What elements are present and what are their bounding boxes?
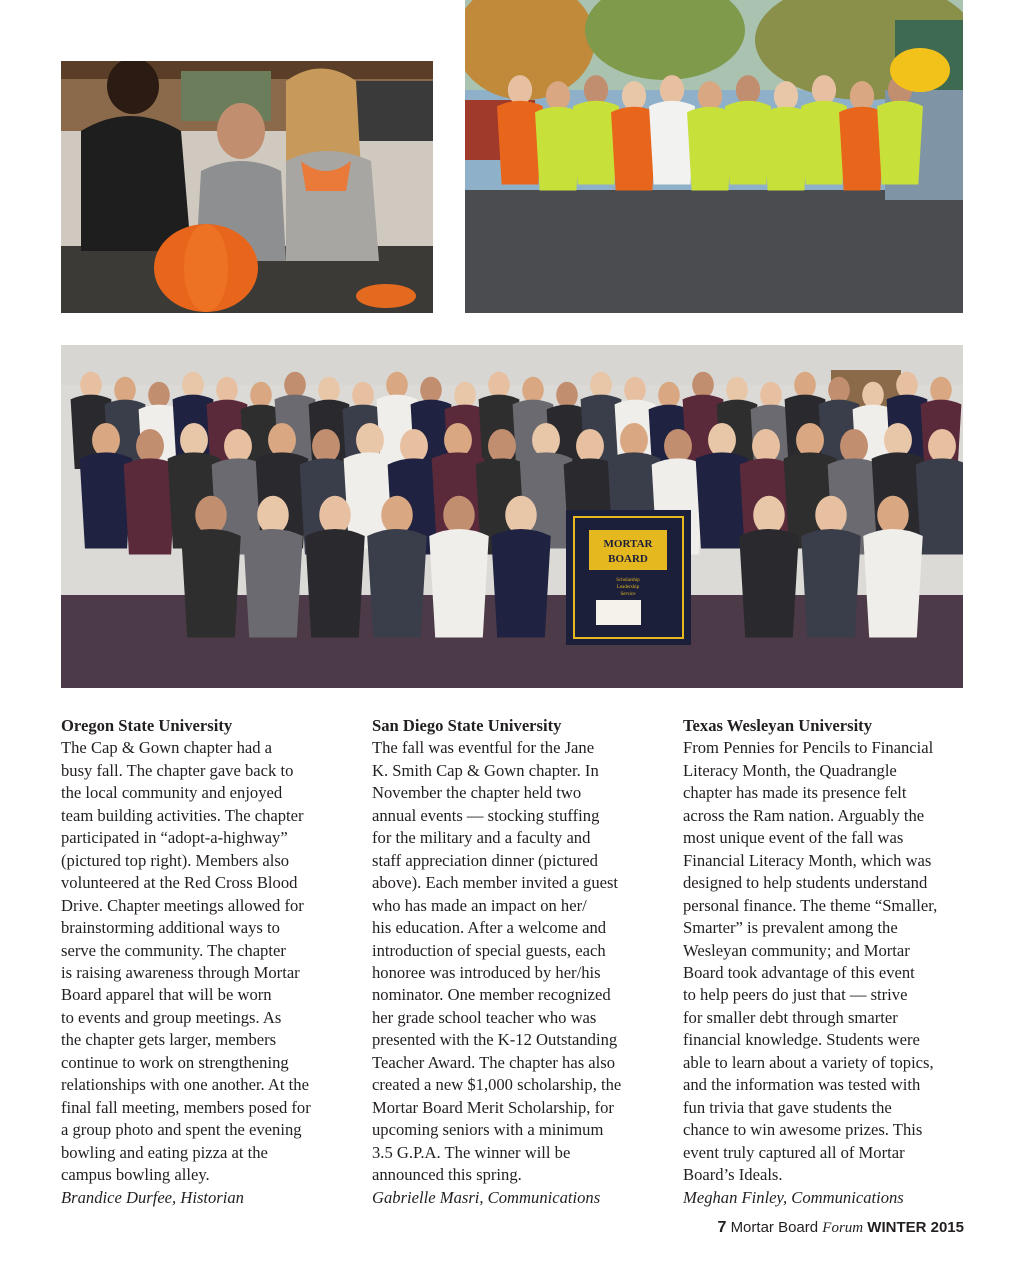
article-line: continue to work on strengthening <box>61 1052 289 1072</box>
photo-appreciation-dinner-group <box>61 345 963 688</box>
article-line: serve the community. The chapter <box>61 940 286 960</box>
article-line: Board took advantage of this event <box>683 962 915 982</box>
article-line: for smaller debt through smarter <box>683 1007 898 1027</box>
article-line: brainstorming additional ways to <box>61 918 280 938</box>
article-byline: Brandice Durfee, Historian <box>61 1187 244 1207</box>
publication-name: Mortar Board <box>730 1219 819 1236</box>
article-line: Literacy Month, the Quadrangle <box>683 760 897 780</box>
article-line: Drive. Chapter meetings allowed for <box>61 895 304 915</box>
article-line: volunteered at the Red Cross Blood <box>61 873 298 893</box>
article-line: a group photo and spent the evening <box>61 1120 302 1140</box>
article-byline: Gabrielle Masri, Communications <box>372 1187 601 1207</box>
article-line: fun trivia that gave students the <box>683 1097 892 1117</box>
article-line: upcoming seniors with a minimum <box>372 1120 604 1140</box>
article-line: personal finance. The theme “Smaller, <box>683 895 938 915</box>
article-line: presented with the K-12 Outstanding <box>372 1030 618 1050</box>
article-line: Mortar Board Merit Scholarship, for <box>372 1097 614 1117</box>
article-line: able to learn about a variety of topics, <box>683 1052 934 1072</box>
article-line: (pictured top right). Members also <box>61 850 290 870</box>
article-line: relationships with one another. At the <box>61 1075 309 1095</box>
article-line: busy fall. The chapter gave back to <box>61 760 294 780</box>
article-line: his education. After a welcome and <box>372 918 607 938</box>
article-line: who has made an impact on her/ <box>372 895 587 915</box>
article-line: created a new $1,000 scholarship, the <box>372 1075 622 1095</box>
article-line: and the information was tested with <box>683 1075 921 1095</box>
article-line: announced this spring. <box>372 1165 522 1185</box>
article-line: final fall meeting, members posed for <box>61 1097 311 1117</box>
article-line: K. Smith Cap & Gown chapter. In <box>372 760 599 780</box>
article-line: November the chapter held two <box>372 783 582 803</box>
article-line: staff appreciation dinner (pictured <box>372 850 598 870</box>
article-body <box>61 737 353 1186</box>
article-line: the local community and enjoyed <box>61 783 283 803</box>
article-line: campus bowling alley. <box>61 1165 210 1185</box>
article-line: From Pennies for Pencils to Financial <box>683 738 934 758</box>
svg-text:Scholarship: Scholarship <box>616 578 640 583</box>
article-line: honoree was introduced by her/his <box>372 962 601 982</box>
issue-label: WINTER 2015 <box>867 1219 964 1236</box>
banner-title: MORTAR <box>603 538 653 550</box>
article-san-diego-state <box>372 715 664 1209</box>
article-line: across the Ram nation. Arguably the <box>683 805 925 825</box>
article-line: the chapter gets larger, members <box>61 1030 277 1050</box>
article-line: 3.5 G.P.A. The winner will be <box>372 1142 571 1162</box>
page-number: 7 <box>717 1219 727 1236</box>
article-line: to events and group meetings. As <box>61 1007 282 1027</box>
article-line: her grade school teacher who was <box>372 1007 597 1027</box>
article-line: for the military and a faculty and <box>372 828 591 848</box>
svg-text:Leadership: Leadership <box>616 585 640 590</box>
article-body <box>683 737 975 1186</box>
svg-text:BOARD: BOARD <box>608 553 648 565</box>
article-line: above). Each member invited a guest <box>372 873 619 893</box>
article-line: The fall was eventful for the Jane <box>372 738 595 758</box>
article-line: introduction of special guests, each <box>372 940 606 960</box>
article-line: most unique event of the fall was <box>683 828 904 848</box>
article-byline: Meghan Finley, Communications <box>683 1187 904 1207</box>
article-line: Board’s Ideals. <box>683 1165 783 1185</box>
publication-forum: Forum <box>822 1220 864 1236</box>
article-line: Teacher Award. The chapter has also <box>372 1052 616 1072</box>
article-line: is raising awareness through Mortar <box>61 962 300 982</box>
article-line: Board apparel that will be worn <box>61 985 272 1005</box>
article-line: Financial Literacy Month, which was <box>683 850 932 870</box>
article-line: event truly captured all of Mortar <box>683 1142 905 1162</box>
article-line: Wesleyan community; and Mortar <box>683 940 910 960</box>
photo-pumpkin-carving <box>61 61 433 313</box>
article-line: nominator. One member recognized <box>372 985 611 1005</box>
article-oregon-state <box>61 715 353 1209</box>
article-line: The Cap & Gown chapter had a <box>61 738 273 758</box>
article-line: participated in “adopt-a-highway” <box>61 828 288 848</box>
article-body <box>372 737 664 1186</box>
photo-adopt-a-highway <box>465 0 963 313</box>
article-line: Smarter” is prevalent among the <box>683 918 898 938</box>
page-footer <box>717 1219 964 1237</box>
mortar-board-banner <box>566 510 691 645</box>
article-line: bowling and eating pizza at the <box>61 1142 268 1162</box>
article-heading: San Diego State University <box>372 716 562 735</box>
article-line: chance to win awesome prizes. This <box>683 1120 923 1140</box>
article-line: designed to help students understand <box>683 873 928 893</box>
article-line: annual events — stocking stuffing <box>372 805 600 825</box>
article-heading: Oregon State University <box>61 716 233 735</box>
svg-text:Service: Service <box>620 592 636 597</box>
article-texas-wesleyan <box>683 715 975 1209</box>
article-line: to help peers do just that — strive <box>683 985 908 1005</box>
article-line: chapter has made its presence felt <box>683 783 907 803</box>
article-heading: Texas Wesleyan University <box>683 716 872 735</box>
article-line: team building activities. The chapter <box>61 805 304 825</box>
article-line: financial knowledge. Students were <box>683 1030 920 1050</box>
